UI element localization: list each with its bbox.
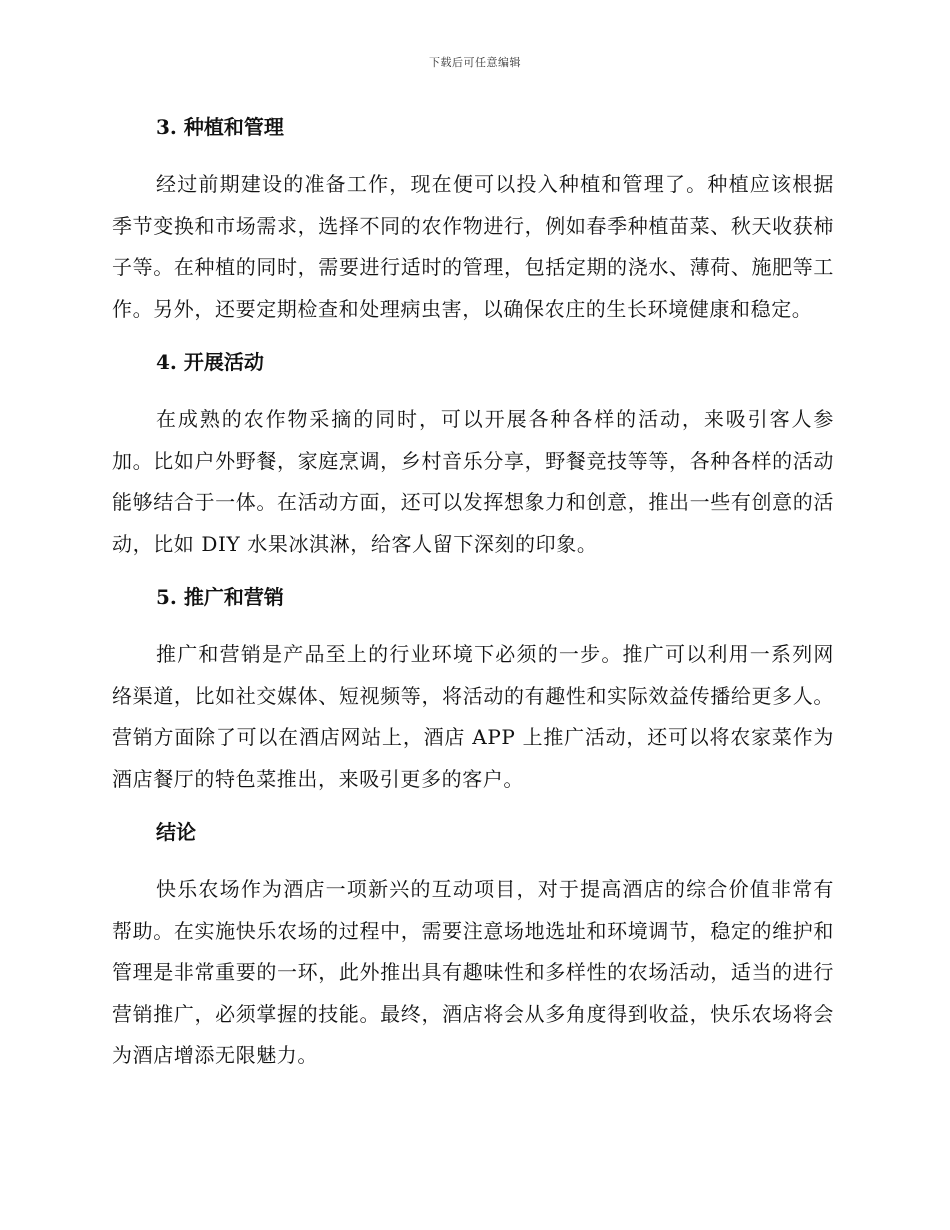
section-conclusion [112,815,834,1077]
document-body [112,110,834,1077]
section-planting [112,110,834,345]
section-paragraph: 快乐农场作为酒店一项新兴的互动项目，对于提高酒店的综合价值非常有帮助。在实施快乐农场的过程中，需要注意场地选址和环境调节，稳定的维护和管理是非常重要的一环，此外推出具有趣味性和多样性的农场活动，适当的进行营销推广，必须掌握的技能。最终，酒店将会从多角度得到收益，快乐农场将会为酒店增添无限魅力。 [112,877,834,1067]
section-paragraph: 经过前期建设的准备工作，现在便可以投入种植和管理了。种植应该根据季节变换和市场需求，选择不同的农作物进行，例如春季种植苗菜、秋天收获柿子等。在种植的同时，需要进行适时的管理，包括定期的浇水、薄荷、施肥等工作。另外，还要定期检查和处理病虫害，以确保农庄的生长环境健康和稳定。 [112,172,834,321]
section-heading: 5. 推广和营销 [156,585,284,609]
section-activities [112,345,834,580]
section-heading: 3. 种植和管理 [156,115,284,139]
section-heading: 结论 [156,820,196,844]
page-header: 下载后可任意编辑 [429,56,521,69]
section-heading: 4. 开展活动 [156,350,264,374]
section-marketing [112,580,834,815]
section-paragraph: 推广和营销是产品至上的行业环境下必须的一步。推广可以利用一系列网络渠道，比如社交媒体、短视频等，将活动的有趣性和实际效益传播给更多人。营销方面除了可以在酒店网站上，酒店 APP 上推广活动，还可以将农家菜作为酒店餐厅的特色菜推出，来吸引更多的客户。 [112,642,834,791]
section-paragraph: 在成熟的农作物采摘的同时，可以开展各种各样的活动，来吸引客人参加。比如户外野餐，家庭烹调，乡村音乐分享，野餐竞技等等，各种各样的活动能够结合于一体。在活动方面，还可以发挥想象力和创意，推出一些有创意的活动，比如 DIY 水果冰淇淋，给客人留下深刻的印象。 [112,407,834,556]
